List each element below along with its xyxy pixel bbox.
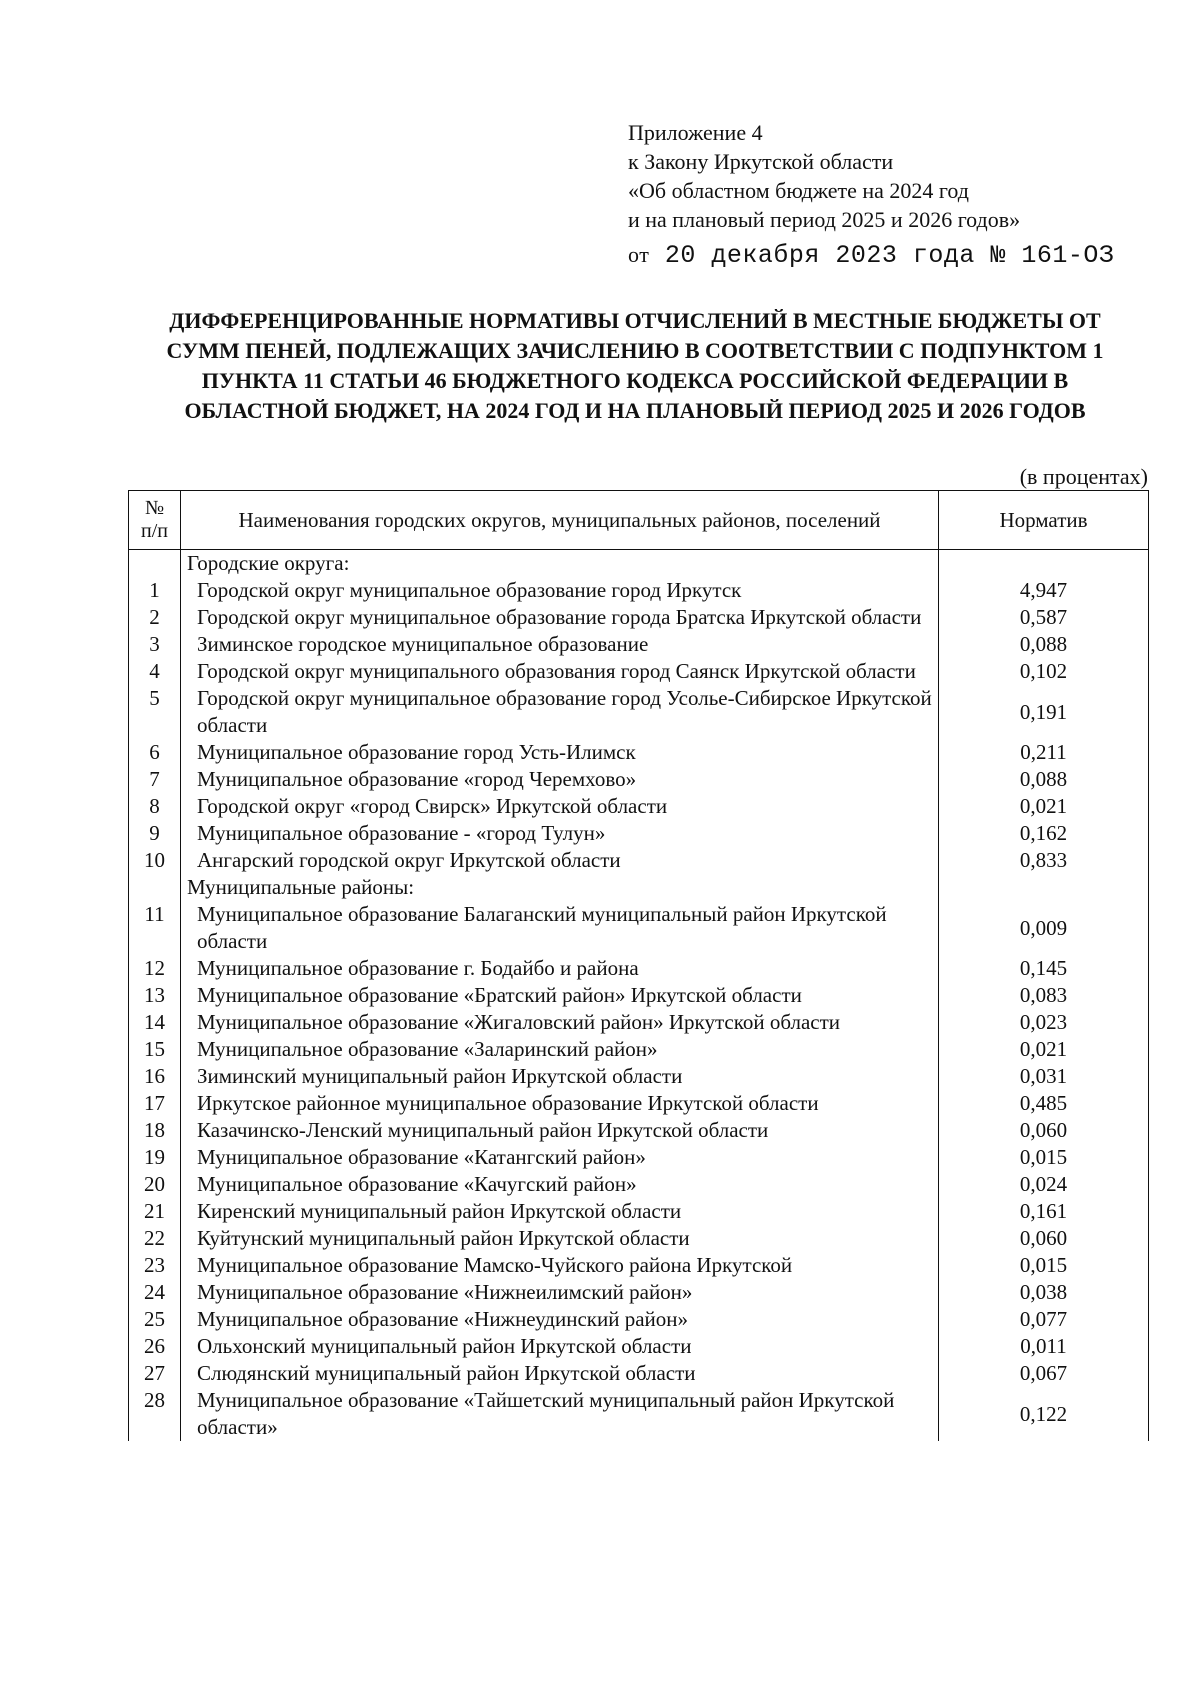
municipality-name: Муниципальное образование «Заларинский район» <box>181 1036 939 1063</box>
norm-value: 0,083 <box>939 982 1149 1009</box>
municipality-name: Куйтунский муниципальный район Иркутской области <box>181 1225 939 1252</box>
table-row <box>129 577 1149 604</box>
norm-value: 0,015 <box>939 1252 1149 1279</box>
header-name: Наименования городских округов, муниципальных районов, поселений <box>181 491 939 550</box>
row-number: 7 <box>129 766 181 793</box>
header-number-symbol: № <box>144 497 165 519</box>
row-number: 1 <box>129 577 181 604</box>
table-row <box>129 1117 1149 1144</box>
norm-value: 0,088 <box>939 631 1149 658</box>
row-number: 2 <box>129 604 181 631</box>
law-date: 20 декабря 2023 года № 161-ОЗ <box>664 241 1115 270</box>
municipality-name: Городской округ муниципальное образование город Усолье-Сибирское Иркутской области <box>181 685 939 739</box>
table-row <box>129 982 1149 1009</box>
municipality-name: Муниципальное образование «Катангский район» <box>181 1144 939 1171</box>
norm-value: 0,023 <box>939 1009 1149 1036</box>
table-row <box>129 685 1149 739</box>
norm-value: 4,947 <box>939 577 1149 604</box>
norm-value: 0,024 <box>939 1171 1149 1198</box>
appendix-line-3: «Об областном бюджете на 2024 год <box>628 178 969 203</box>
norm-value: 0,015 <box>939 1144 1149 1171</box>
section-label: Городские округа: <box>181 550 939 578</box>
row-number: 8 <box>129 793 181 820</box>
section-label: Муниципальные районы: <box>181 874 939 901</box>
row-number: 26 <box>129 1333 181 1360</box>
table-row <box>129 1009 1149 1036</box>
municipality-name: Муниципальное образование «город Черемхово» <box>181 766 939 793</box>
norm-value: 0,067 <box>939 1360 1149 1387</box>
municipality-name: Казачинско-Ленский муниципальный район Иркутской области <box>181 1117 939 1144</box>
row-number: 17 <box>129 1090 181 1117</box>
appendix-line-4: и на плановый период 2025 и 2026 годов» <box>628 207 1021 232</box>
appendix-line-1: Приложение 4 <box>628 120 763 145</box>
table-row <box>129 1333 1149 1360</box>
table-row <box>129 1306 1149 1333</box>
table-row <box>129 1198 1149 1225</box>
municipality-name: Городской округ муниципальное образование город Иркутск <box>181 577 939 604</box>
municipality-name: Муниципальное образование «Нижнеилимский район» <box>181 1279 939 1306</box>
norm-value: 0,060 <box>939 1225 1149 1252</box>
row-number: 12 <box>129 955 181 982</box>
row-number: 20 <box>129 1171 181 1198</box>
norm-value: 0,088 <box>939 766 1149 793</box>
row-number: 28 <box>129 1387 181 1441</box>
norm-value: 0,211 <box>939 739 1149 766</box>
table-body <box>129 550 1149 1442</box>
row-number: 23 <box>129 1252 181 1279</box>
table-header-row <box>129 491 1149 550</box>
municipality-name: Городской округ «город Свирск» Иркутской области <box>181 793 939 820</box>
municipality-name: Муниципальное образование Мамско-Чуйского района Иркутской <box>181 1252 939 1279</box>
municipality-name: Муниципальное образование «Братский район» Иркутской области <box>181 982 939 1009</box>
row-number: 22 <box>129 1225 181 1252</box>
row-number: 13 <box>129 982 181 1009</box>
table-row <box>129 631 1149 658</box>
row-number: 15 <box>129 1036 181 1063</box>
table-row <box>129 1252 1149 1279</box>
municipality-name: Слюдянский муниципальный район Иркутской области <box>181 1360 939 1387</box>
row-number: 3 <box>129 631 181 658</box>
municipality-name: Муниципальное образование город Усть-Илимск <box>181 739 939 766</box>
municipality-name: Зиминский муниципальный район Иркутской области <box>181 1063 939 1090</box>
table-container <box>128 490 1148 1441</box>
appendix-block <box>628 118 1114 270</box>
row-number: 14 <box>129 1009 181 1036</box>
table-row <box>129 1279 1149 1306</box>
municipality-name: Муниципальное образование г. Бодайбо и района <box>181 955 939 982</box>
municipality-name: Городской округ муниципальное образование города Братска Иркутской области <box>181 604 939 631</box>
table-row <box>129 1036 1149 1063</box>
table-row <box>129 604 1149 631</box>
norm-value: 0,038 <box>939 1279 1149 1306</box>
norm-value: 0,145 <box>939 955 1149 982</box>
municipality-name: Ангарский городской округ Иркутской области <box>181 847 939 874</box>
header-number-abbr: п/п <box>141 520 168 542</box>
norm-value: 0,122 <box>939 1387 1149 1441</box>
row-value <box>939 550 1149 578</box>
municipality-name: Муниципальное образование «Нижнеудинский район» <box>181 1306 939 1333</box>
row-number: 11 <box>129 901 181 955</box>
table-section-row <box>129 550 1149 578</box>
row-number: 9 <box>129 820 181 847</box>
table-row <box>129 739 1149 766</box>
row-number: 18 <box>129 1117 181 1144</box>
date-prefix: от <box>628 242 650 267</box>
table-row <box>129 658 1149 685</box>
table-row <box>129 955 1149 982</box>
table-row <box>129 1360 1149 1387</box>
municipality-name: Ольхонский муниципальный район Иркутской области <box>181 1333 939 1360</box>
table-row <box>129 793 1149 820</box>
row-number: 27 <box>129 1360 181 1387</box>
header-number <box>129 491 181 550</box>
municipality-name: Зиминское городское муниципальное образование <box>181 631 939 658</box>
norm-value: 0,009 <box>939 901 1149 955</box>
row-number: 21 <box>129 1198 181 1225</box>
municipality-name: Иркутское районное муниципальное образование Иркутской области <box>181 1090 939 1117</box>
norm-value: 0,077 <box>939 1306 1149 1333</box>
law-date-line <box>628 240 1114 270</box>
row-number: 16 <box>129 1063 181 1090</box>
municipality-name: Муниципальное образование «Жигаловский район» Иркутской области <box>181 1009 939 1036</box>
norms-table <box>128 490 1149 1441</box>
norm-value: 0,191 <box>939 685 1149 739</box>
norm-value: 0,021 <box>939 1036 1149 1063</box>
norm-value: 0,031 <box>939 1063 1149 1090</box>
row-number: 19 <box>129 1144 181 1171</box>
row-number: 6 <box>129 739 181 766</box>
table-row <box>129 901 1149 955</box>
table-row <box>129 1387 1149 1441</box>
table-row <box>129 1063 1149 1090</box>
norm-value: 0,021 <box>939 793 1149 820</box>
norm-value: 0,162 <box>939 820 1149 847</box>
table-row <box>129 847 1149 874</box>
row-number: 4 <box>129 658 181 685</box>
row-number <box>129 874 181 901</box>
row-number: 10 <box>129 847 181 874</box>
row-number: 5 <box>129 685 181 739</box>
units-note: (в процентах) <box>1019 464 1148 489</box>
table-section-row <box>129 874 1149 901</box>
row-number: 24 <box>129 1279 181 1306</box>
header-value: Норматив <box>939 491 1149 550</box>
municipality-name: Муниципальное образование Балаганский муниципальный район Иркутской области <box>181 901 939 955</box>
table-row <box>129 1144 1149 1171</box>
table-row <box>129 1225 1149 1252</box>
norm-value: 0,060 <box>939 1117 1149 1144</box>
table-row <box>129 766 1149 793</box>
norm-value: 0,587 <box>939 604 1149 631</box>
table-row <box>129 820 1149 847</box>
municipality-name: Киренский муниципальный район Иркутской области <box>181 1198 939 1225</box>
norm-value: 0,011 <box>939 1333 1149 1360</box>
norm-value: 0,833 <box>939 847 1149 874</box>
table-row <box>129 1171 1149 1198</box>
municipality-name: Городской округ муниципального образования город Саянск Иркутской области <box>181 658 939 685</box>
norm-value: 0,485 <box>939 1090 1149 1117</box>
municipality-name: Муниципальное образование «Тайшетский муниципальный район Иркутской области» <box>181 1387 939 1441</box>
municipality-name: Муниципальное образование «Качугский район» <box>181 1171 939 1198</box>
row-value <box>939 874 1149 901</box>
document-title: ДИФФЕРЕНЦИРОВАННЫЕ НОРМАТИВЫ ОТЧИСЛЕНИЙ В МЕСТНЫЕ БЮДЖЕТЫ ОТ СУММ ПЕНЕЙ, ПОДЛЕЖАЩИХ ЗАЧИСЛЕНИЮ В СООТВЕТСТВИИ С ПОДПУНКТОМ 1 ПУНКТА 11 СТАТЬИ 46 БЮДЖЕТНОГО КОДЕКСА РОССИЙСКОЙ ФЕДЕРАЦИИ В ОБЛАСТНОЙ БЮДЖЕТ, НА 2024 ГОД И НА ПЛАНОВЫЙ ПЕРИОД 2025 И 2026 ГОДОВ <box>166 308 1104 423</box>
norm-value: 0,161 <box>939 1198 1149 1225</box>
row-number <box>129 550 181 578</box>
table-row <box>129 1090 1149 1117</box>
norm-value: 0,102 <box>939 658 1149 685</box>
appendix-line-2: к Закону Иркутской области <box>628 149 894 174</box>
row-number: 25 <box>129 1306 181 1333</box>
municipality-name: Муниципальное образование - «город Тулун» <box>181 820 939 847</box>
